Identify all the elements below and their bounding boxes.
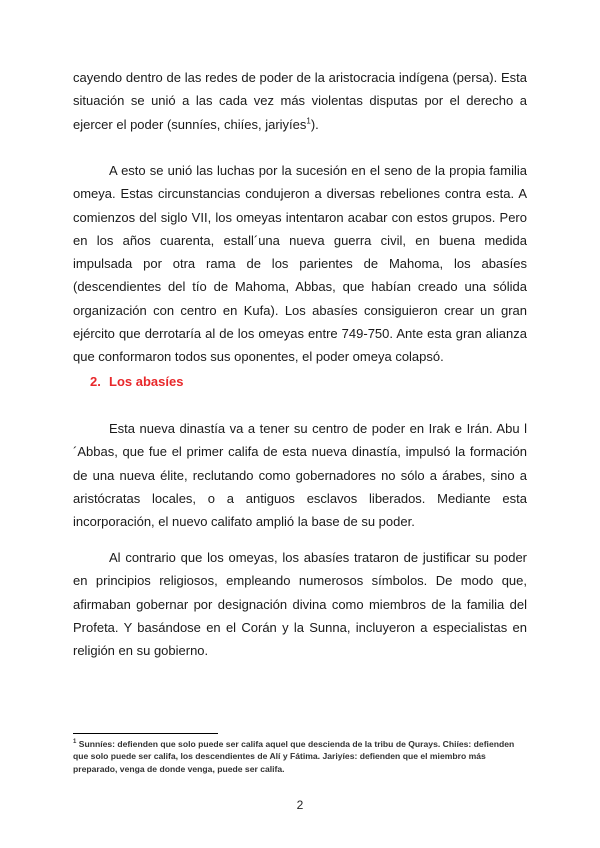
footnote-text: Sunníes: defienden que solo puede ser califa aquel que descienda de la tribu de Qurays. Chiíes: defienden que solo puede ser califa, los descendientes de Alí y Fátima. Jariyíes: defienden que el miembro más preparado, venga de donde venga, puede ser califa. [73, 739, 515, 774]
section-number: 2. [90, 374, 101, 389]
footnote-marker: 1 [73, 739, 77, 746]
paragraph-1-end: ). [310, 116, 319, 132]
page-number: 2 [296, 798, 304, 812]
paragraph-4: Al contrario que los omeyas, los abasíes trataron de justificar su poder en principios religiosos, empleando numerosos símbolos. De modo que, afirmaban gobernar por designación divina como miembros de la familia del Profeta. Y basándose en el Corán y la Sunna, incluyeron a especialistas en religión en su gobierno. [73, 550, 527, 659]
footnote-separator [73, 733, 218, 734]
paragraph-3: Esta nueva dinastía va a tener su centro de poder en Irak e Irán. Abu l´Abbas, que fue el primer califa de esta nueva dinastía, impulsó la formación de una nueva élite, reclutando como gobernadores no sólo a árabes, sino a aristócratas locales, o a antiguos esclavos liberados. Mediante esta incorporación, el nuevo califato amplió la base de su poder. [73, 421, 527, 530]
footnote-reference[interactable]: 1 [306, 116, 311, 126]
paragraph-2: A esto se unió las luchas por la sucesión en el seno de la propia familia omeya. Estas circunstancias condujeron a diversas rebeliones contra esta. A comienzos del siglo VII, los omeyas intentaron acabar con estos grupos. Pero en los años cuarenta, estall´una nueva guerra civil, en buena medida impulsada por otra rama de los parientes de Mahoma, los abasíes (descendientes del tío de Mahoma, Abbas, que habían creado una sólida organización con centro en Kufa). Los abasíes consiguieron crear un gran ejército que derrotaría al de los omeyas entre 749-750. Ante esta gran alianza que conformaron todos sus oponentes, el poder omeya colapsó. [73, 163, 527, 365]
section-title: Los abasíes [109, 374, 184, 389]
paragraph-1 [73, 66, 527, 136]
section-heading [90, 374, 183, 389]
footnote [73, 738, 528, 775]
paragraph-1-text: cayendo dentro de las redes de poder de la aristocracia indígena (persa). Esta situación se unió a las cada vez más violentas disputas por el derecho a ejercer el poder (sunníes, chiíes, jariyíes [73, 70, 527, 132]
